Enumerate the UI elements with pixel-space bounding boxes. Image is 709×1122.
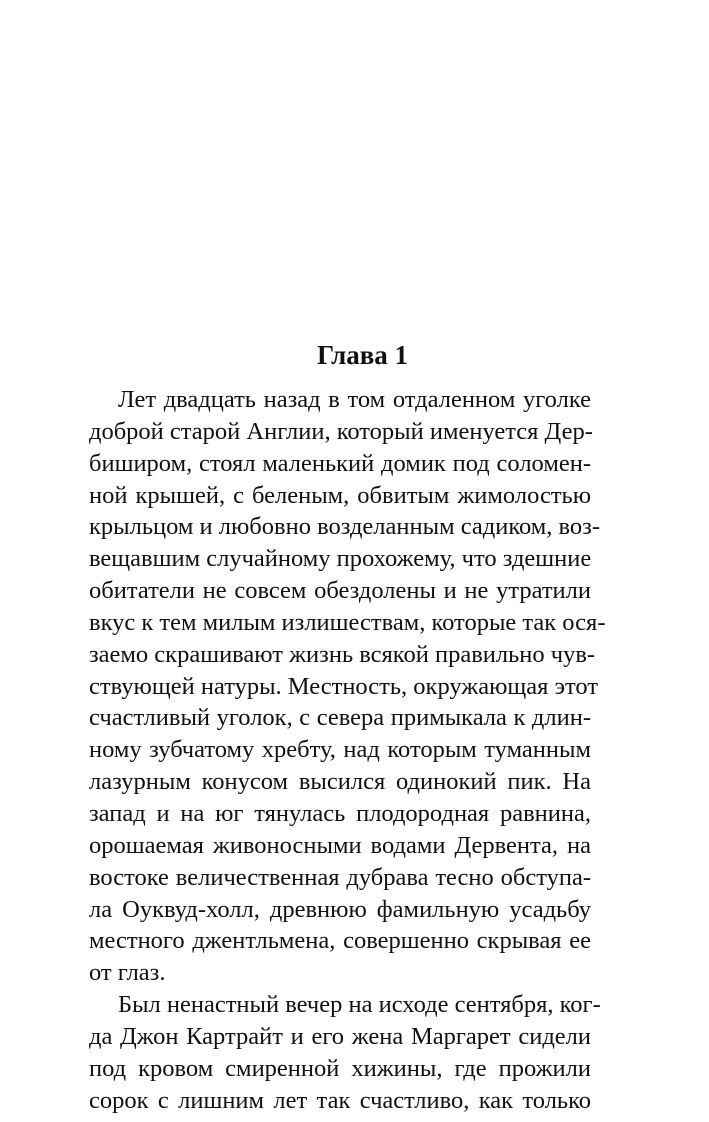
text-line: под кровом смиренной хижины, где прожили xyxy=(89,1054,591,1082)
text-line: востоке величественная дубрава тесно обступа- xyxy=(89,863,591,891)
text-line: Лет двадцать назад в том отдаленном уголке xyxy=(118,386,591,413)
paragraph-1 xyxy=(89,384,606,989)
text-line: лазурным конусом высился одинокий пик. На xyxy=(89,768,591,796)
text-line: доброй старой Англии, который именуется Дер- xyxy=(89,417,593,445)
chapter-title: Глава 1 xyxy=(316,340,409,370)
text-line: ствующей натуры. Местность, окружающая этот xyxy=(89,672,599,700)
text-line: Был ненастный вечер на исходе сентября, ког- xyxy=(118,991,601,1019)
text-line: биширом, стоял маленький домик под соломен- xyxy=(89,449,591,477)
body-text xyxy=(89,384,606,1116)
text-line: ной крышей, с беленым, обвитым жимолостью xyxy=(89,481,591,509)
text-line: заемо скрашивают жизнь всякой правильно чув- xyxy=(89,640,596,668)
text-line: от глаз. xyxy=(89,959,166,987)
text-line: да Джон Картрайт и его жена Маргарет сидели xyxy=(89,1022,591,1050)
text-line: крыльцом и любовно возделанным садиком, воз- xyxy=(89,513,601,541)
text-line: запад и на юг тянулась плодородная равнина, xyxy=(89,799,591,827)
text-line: вещавшим случайному прохожему, что здешние xyxy=(89,545,592,573)
text-line: местного джентльмена, совершенно скрывая ее xyxy=(89,927,591,955)
text-line: обитатели не совсем обездолены и не утратили xyxy=(89,577,591,605)
text-line: счастливый уголок, с севера примыкала к длин- xyxy=(89,704,591,732)
text-line: орошаемая живоносными водами Дервента, на xyxy=(89,831,591,859)
text-line: сорок с лишним лет так счастливо, как только xyxy=(89,1086,591,1114)
text-line: ному зубчатому хребту, над которым туманным xyxy=(89,736,591,764)
text-line: вкус к тем милым излишествам, которые так ося- xyxy=(89,608,606,636)
text-line: ла Оуквуд-холл, древнюю фамильную усадьбу xyxy=(89,895,591,923)
paragraph-2 xyxy=(89,989,601,1116)
